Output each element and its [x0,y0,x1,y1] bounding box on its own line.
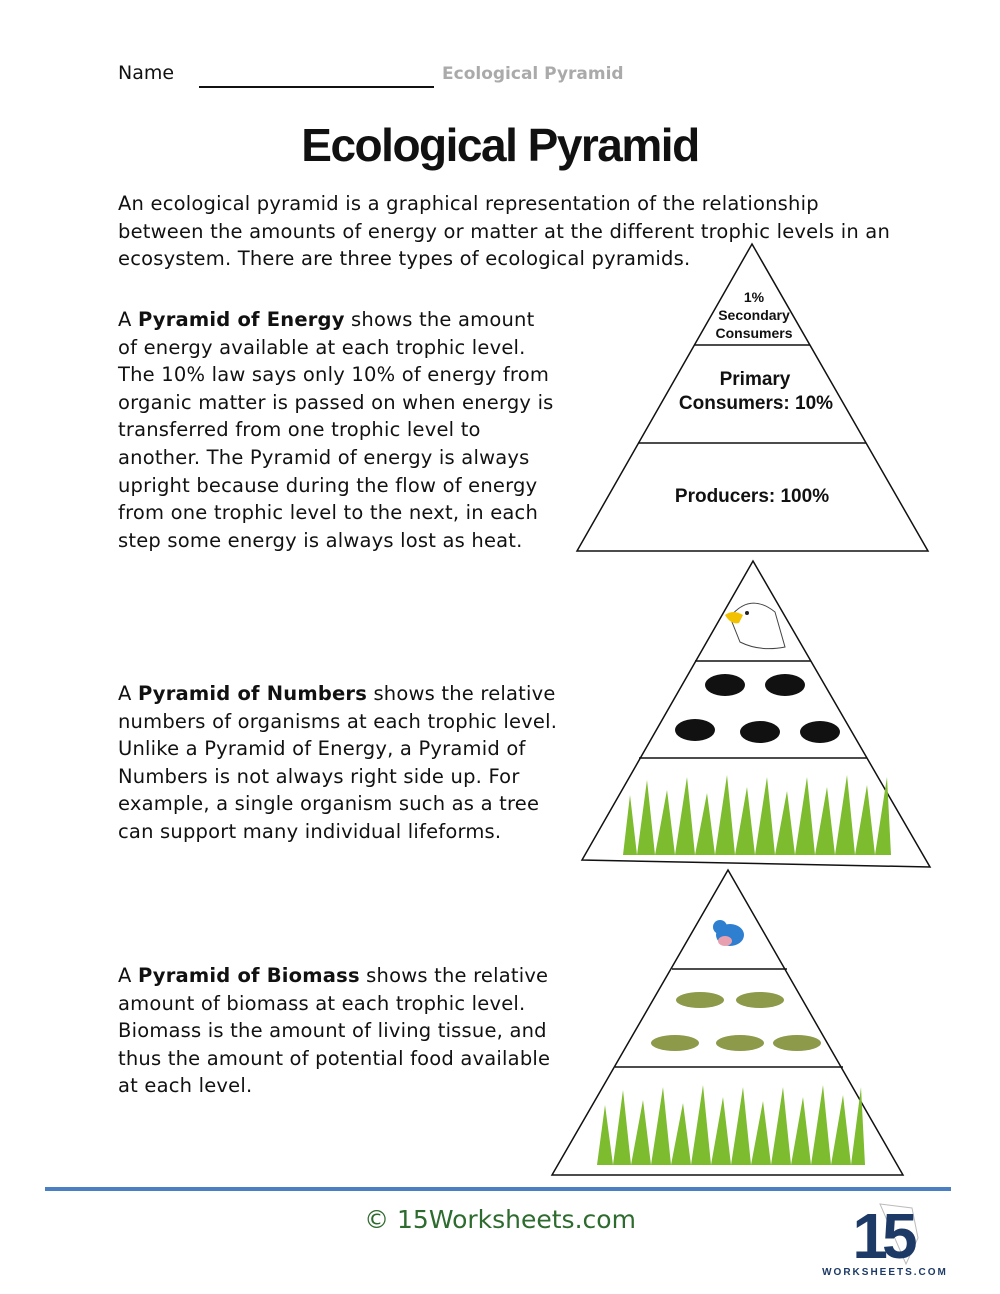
footer-divider [45,1187,951,1191]
energy-pyramid [570,238,940,558]
biomass-paragraph [118,962,558,1100]
numbers-paragraph [118,680,558,846]
top-label-2: Consumers [715,325,793,341]
body: shows the relative numbers of organisms at each trophic level. Unlike a Pyramid of Energy, a Pyramid of Numbers is not always right side up. For example, a single organism such as a tree can support many individual lifeforms. [118,682,558,843]
eagle-icon [725,603,785,649]
mouse-icons [675,674,840,743]
name-input-line[interactable] [199,86,434,88]
header-worksheet-title: Ecological Pyramid [442,64,624,84]
grass-icon [597,1085,865,1165]
body: shows the amount of energy available at each trophic level. The 10% law says only 10% of energy from organic matter is passed on when energy is transferred from one trophic level to another. The Pyramid of energy is always upright because during the flow of energy from one trophic level to the next, in each step some energy is always lost as heat. [118,308,554,552]
mid-label-2: Consumers: 10% [678,393,834,414]
top-label-1: Secondary [718,307,790,323]
site-logo [822,1198,948,1280]
svg-text:15: 15 [852,1200,912,1272]
energy-paragraph [118,306,558,554]
prefix: A [118,308,138,331]
intro-paragraph: An ecological pyramid is a graphical representation of the relationship between the amounts of energy or matter at the different trophic levels in an ecosystem. There are three types of ecological pyramids. [118,192,891,271]
prefix: A [118,682,138,705]
biomass-pyramid [545,865,915,1180]
term: Pyramid of Energy [137,308,345,331]
grass-icon [623,775,891,855]
term: Pyramid of Numbers [137,682,368,705]
bird-icon [713,920,744,946]
footer-copyright: © 15Worksheets.com [364,1205,636,1234]
grasshopper-icons [651,992,821,1051]
body: shows the relative amount of biomass at each trophic level. Biomass is the amount of living tissue, and thus the amount of potential food available at each level. [118,964,551,1098]
numbers-pyramid [575,555,940,870]
bottom-label: Producers: 100% [674,486,830,507]
mid-label-1: Primary [719,369,791,390]
svg-text:WORKSHEETS.COM: WORKSHEETS.COM [822,1267,948,1278]
page-title: Ecological Pyramid [301,119,699,171]
name-label: Name [118,62,175,84]
prefix: A [118,964,138,987]
term: Pyramid of Biomass [137,964,360,987]
top-percent: 1% [743,289,765,305]
